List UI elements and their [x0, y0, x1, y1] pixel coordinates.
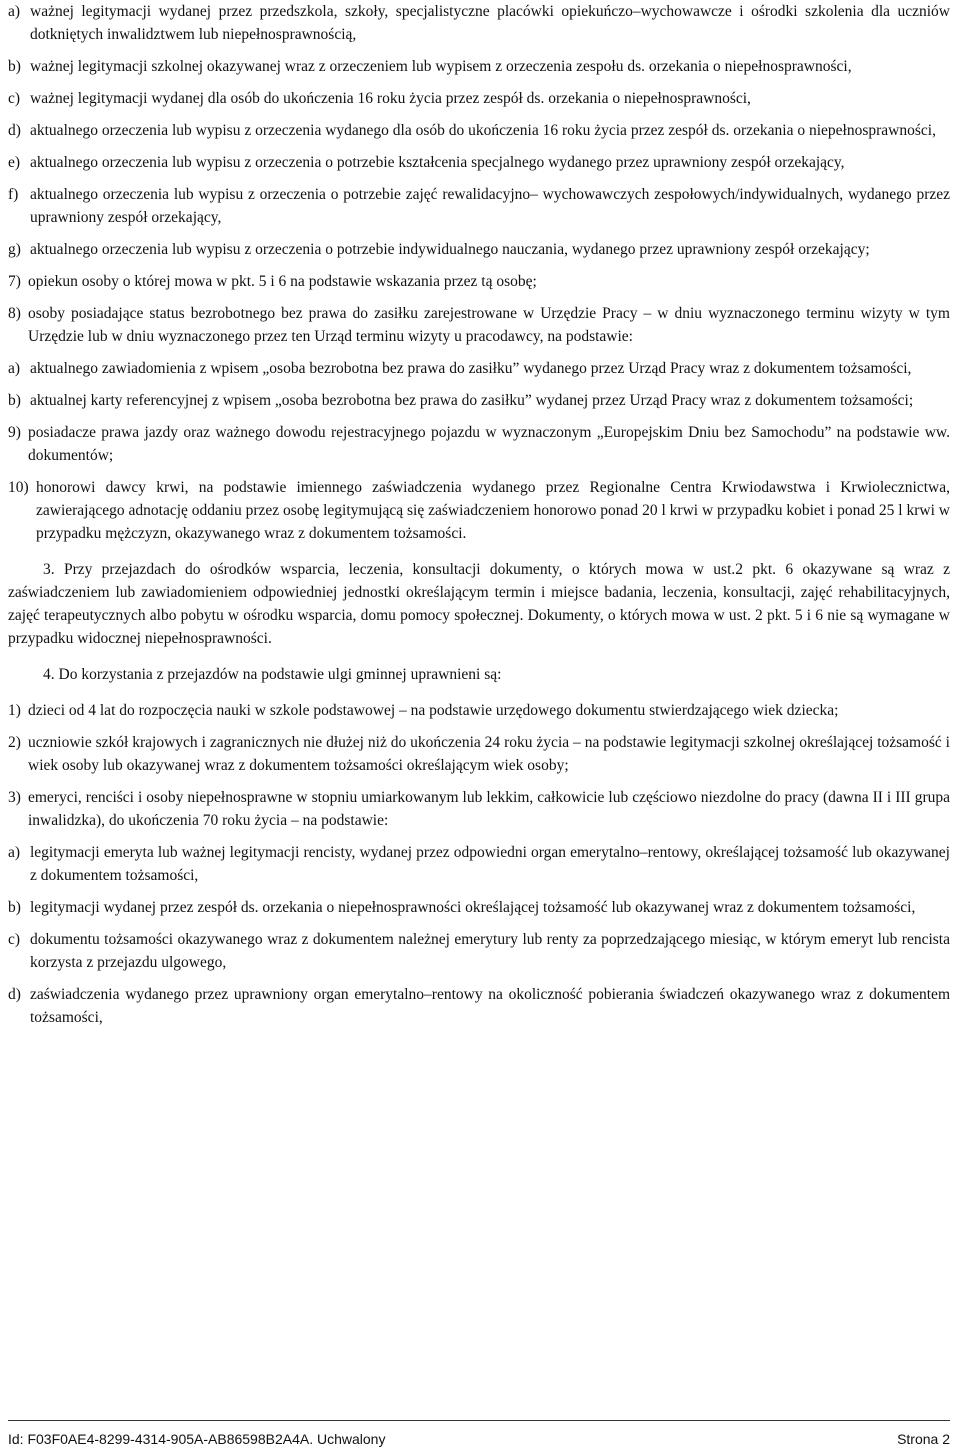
list-label: 9)	[8, 424, 21, 441]
list-item	[8, 119, 950, 142]
list-text: aktualnego zawiadomienia z wpisem „osoba bezrobotna bez prawa do zasiłku” wydanego przez Urząd Pracy wraz z dokumentem tożsamości,	[30, 360, 912, 377]
list-item	[8, 699, 950, 722]
list-item	[8, 421, 950, 467]
list-text: ważnej legitymacji wydanej dla osób do ukończenia 16 roku życia przez zespół ds. orzekania o niepełnosprawności,	[30, 90, 751, 107]
list-label: 10)	[8, 479, 29, 496]
list-label: 8)	[8, 305, 21, 322]
list-item	[8, 183, 950, 229]
list-label: b)	[8, 58, 21, 75]
list-item	[8, 302, 950, 348]
paragraph-4: 4. Do korzystania z przejazdów na podstawie ulgi gminnej uprawnieni są:	[43, 666, 502, 683]
list-text: osoby posiadające status bezrobotnego bez prawa do zasiłku zarejestrowane w Urzędzie Pracy – w dniu wyznaczonego terminu wizyty w tym Urzędzie lub w dniu wyznaczonego przez ten Urząd terminu wizyty u pracodawcy, na podstawie:	[28, 305, 950, 345]
list-text: ważnej legitymacji wydanej przez przedszkola, szkoły, specjalistyczne placówki opiekuńczo–wychowawcze i ośrodki szkolenia dla uczniów dotkniętych inwalidztwem lub niepełnosprawnością,	[30, 3, 950, 43]
list-text: zaświadczenia wydanego przez uprawniony organ emerytalno–rentowy na okoliczność pobierania świadczeń okazywanego wraz z dokumentem tożsamości,	[30, 986, 950, 1026]
list-text: dokumentu tożsamości okazywanego wraz z dokumentem należnej emerytury lub renty za poprzedzającego miesiąc, w którym emeryt lub rencista korzysta z przejazdu ulgowego,	[30, 931, 950, 971]
list-item	[8, 389, 950, 412]
list-text: aktualnego orzeczenia lub wypisu z orzeczenia wydanego dla osób do ukończenia 16 roku życia przez zespół ds. orzekania o niepełnosprawności,	[30, 122, 936, 139]
list-label: c)	[8, 931, 21, 948]
list-label: b)	[8, 392, 21, 409]
list-text: aktualnego orzeczenia lub wypisu z orzeczenia o potrzebie kształcenia specjalnego wydanego przez uprawniony zespół orzekający,	[30, 154, 845, 171]
list-label: 2)	[8, 734, 21, 751]
list-item	[8, 0, 950, 46]
list-text: legitymacji emeryta lub ważnej legitymacji rencisty, wydanej przez odpowiedni organ emerytalno–rentowy, określającej tożsamość lub okazywanej z dokumentem tożsamości,	[30, 844, 950, 884]
list-text: honorowi dawcy krwi, na podstawie imiennego zaświadczenia wydanego przez Regionalne Centra Krwiodawstwa i Krwiolecznictwa, zawierającego adnotację oddaniu przez osobę legitymującą się zaświadczeniem honorowo ponad 20 l krwi w przypadku kobiet i ponad 25 l krwi w przypadku mężczyzn, okazywanego wraz z dokumentem tożsamości.	[36, 479, 950, 542]
list-text: aktualnej karty referencyjnej z wpisem „osoba bezrobotna bez prawa do zasiłku” wydanej przez Urząd Pracy wraz z dokumentem tożsamości;	[30, 392, 914, 409]
list-label: b)	[8, 899, 21, 916]
list-item	[8, 55, 950, 78]
list-label: a)	[8, 3, 21, 20]
list-label: g)	[8, 241, 21, 258]
list-item	[8, 786, 950, 832]
list-item	[8, 151, 950, 174]
paragraph-3: 3. Przy przejazdach do ośrodków wsparcia, leczenia, konsultacji dokumenty, o których mowa w ust.2 pkt. 6 okazywane są wraz z zaświadczeniem lub zawiadomieniem odpowiedniej jednostki określającym termin i miejsce badania, leczenia, konsultacji, zajęć rehabilitacyjnych, zajęć terapeutycznych albo pobytu w ośrodku wsparcia, domu pomocy społecznej. Dokumenty, o których mowa w ust. 2 pkt. 5 i 6 nie są wymagane w przypadku widocznej niepełnosprawności.	[8, 561, 950, 647]
document-body	[8, 0, 950, 1038]
list-item	[8, 270, 950, 293]
list-item	[8, 87, 950, 110]
list-text: posiadacze prawa jazdy oraz ważnego dowodu rejestracyjnego pojazdu w wyznaczonym „Europejskim Dniu bez Samochodu” na podstawie ww. dokumentów;	[28, 424, 950, 464]
page-footer	[8, 1420, 950, 1447]
list-label: a)	[8, 360, 21, 377]
list-item	[8, 896, 950, 919]
list-text: ważnej legitymacji szkolnej okazywanej wraz z orzeczeniem lub wypisem z orzeczenia zespołu ds. orzekania o niepełnosprawności,	[30, 58, 852, 75]
document-id: Id: F03F0AE4-8299-4314-905A-AB86598B2A4A. Uchwalony	[8, 1431, 386, 1447]
list-item	[8, 983, 950, 1029]
page-number: Strona 2	[897, 1431, 950, 1447]
list-item	[8, 238, 950, 261]
list-text: aktualnego orzeczenia lub wypisu z orzeczenia o potrzebie indywidualnego nauczania, wydanego przez uprawniony zespół orzekający;	[30, 241, 870, 258]
list-text: dzieci od 4 lat do rozpoczęcia nauki w szkole podstawowej – na podstawie urzędowego dokumentu stwierdzającego wiek dziecka;	[28, 702, 839, 719]
list-label: c)	[8, 90, 21, 107]
list-label: a)	[8, 844, 21, 861]
list-text: legitymacji wydanej przez zespół ds. orzekania o niepełnosprawności określającej tożsamość lub okazywanej wraz z dokumentem tożsamości,	[30, 899, 916, 916]
list-label: 1)	[8, 702, 21, 719]
list-text: opiekun osoby o której mowa w pkt. 5 i 6 na podstawie wskazania przez tą osobę;	[28, 273, 537, 290]
list-item	[8, 928, 950, 974]
list-item	[8, 357, 950, 380]
list-label: d)	[8, 122, 21, 139]
list-item	[8, 841, 950, 887]
list-item	[8, 731, 950, 777]
list-label: d)	[8, 986, 21, 1003]
list-label: 7)	[8, 273, 21, 290]
list-item	[8, 476, 950, 545]
list-text: emeryci, renciści i osoby niepełnosprawne w stopniu umiarkowanym lub lekkim, całkowicie lub częściowo niezdolne do pracy (dawna II i III grupa inwalidzka), do ukończenia 70 roku życia – na podstawie:	[28, 789, 950, 829]
list-label: e)	[8, 154, 21, 171]
list-label: f)	[8, 186, 19, 203]
list-text: uczniowie szkół krajowych i zagranicznych nie dłużej niż do ukończenia 24 roku życia – na podstawie legitymacji szkolnej określającej tożsamość i wiek osoby lub okazywanej wraz z dokumentem tożsamości określającym wiek osoby;	[28, 734, 950, 774]
list-label: 3)	[8, 789, 21, 806]
list-text: aktualnego orzeczenia lub wypisu z orzeczenia o potrzebie zajęć rewalidacyjno– wychowawczych zespołowych/indywidualnych, wydanego przez uprawniony zespół orzekający,	[30, 186, 950, 226]
